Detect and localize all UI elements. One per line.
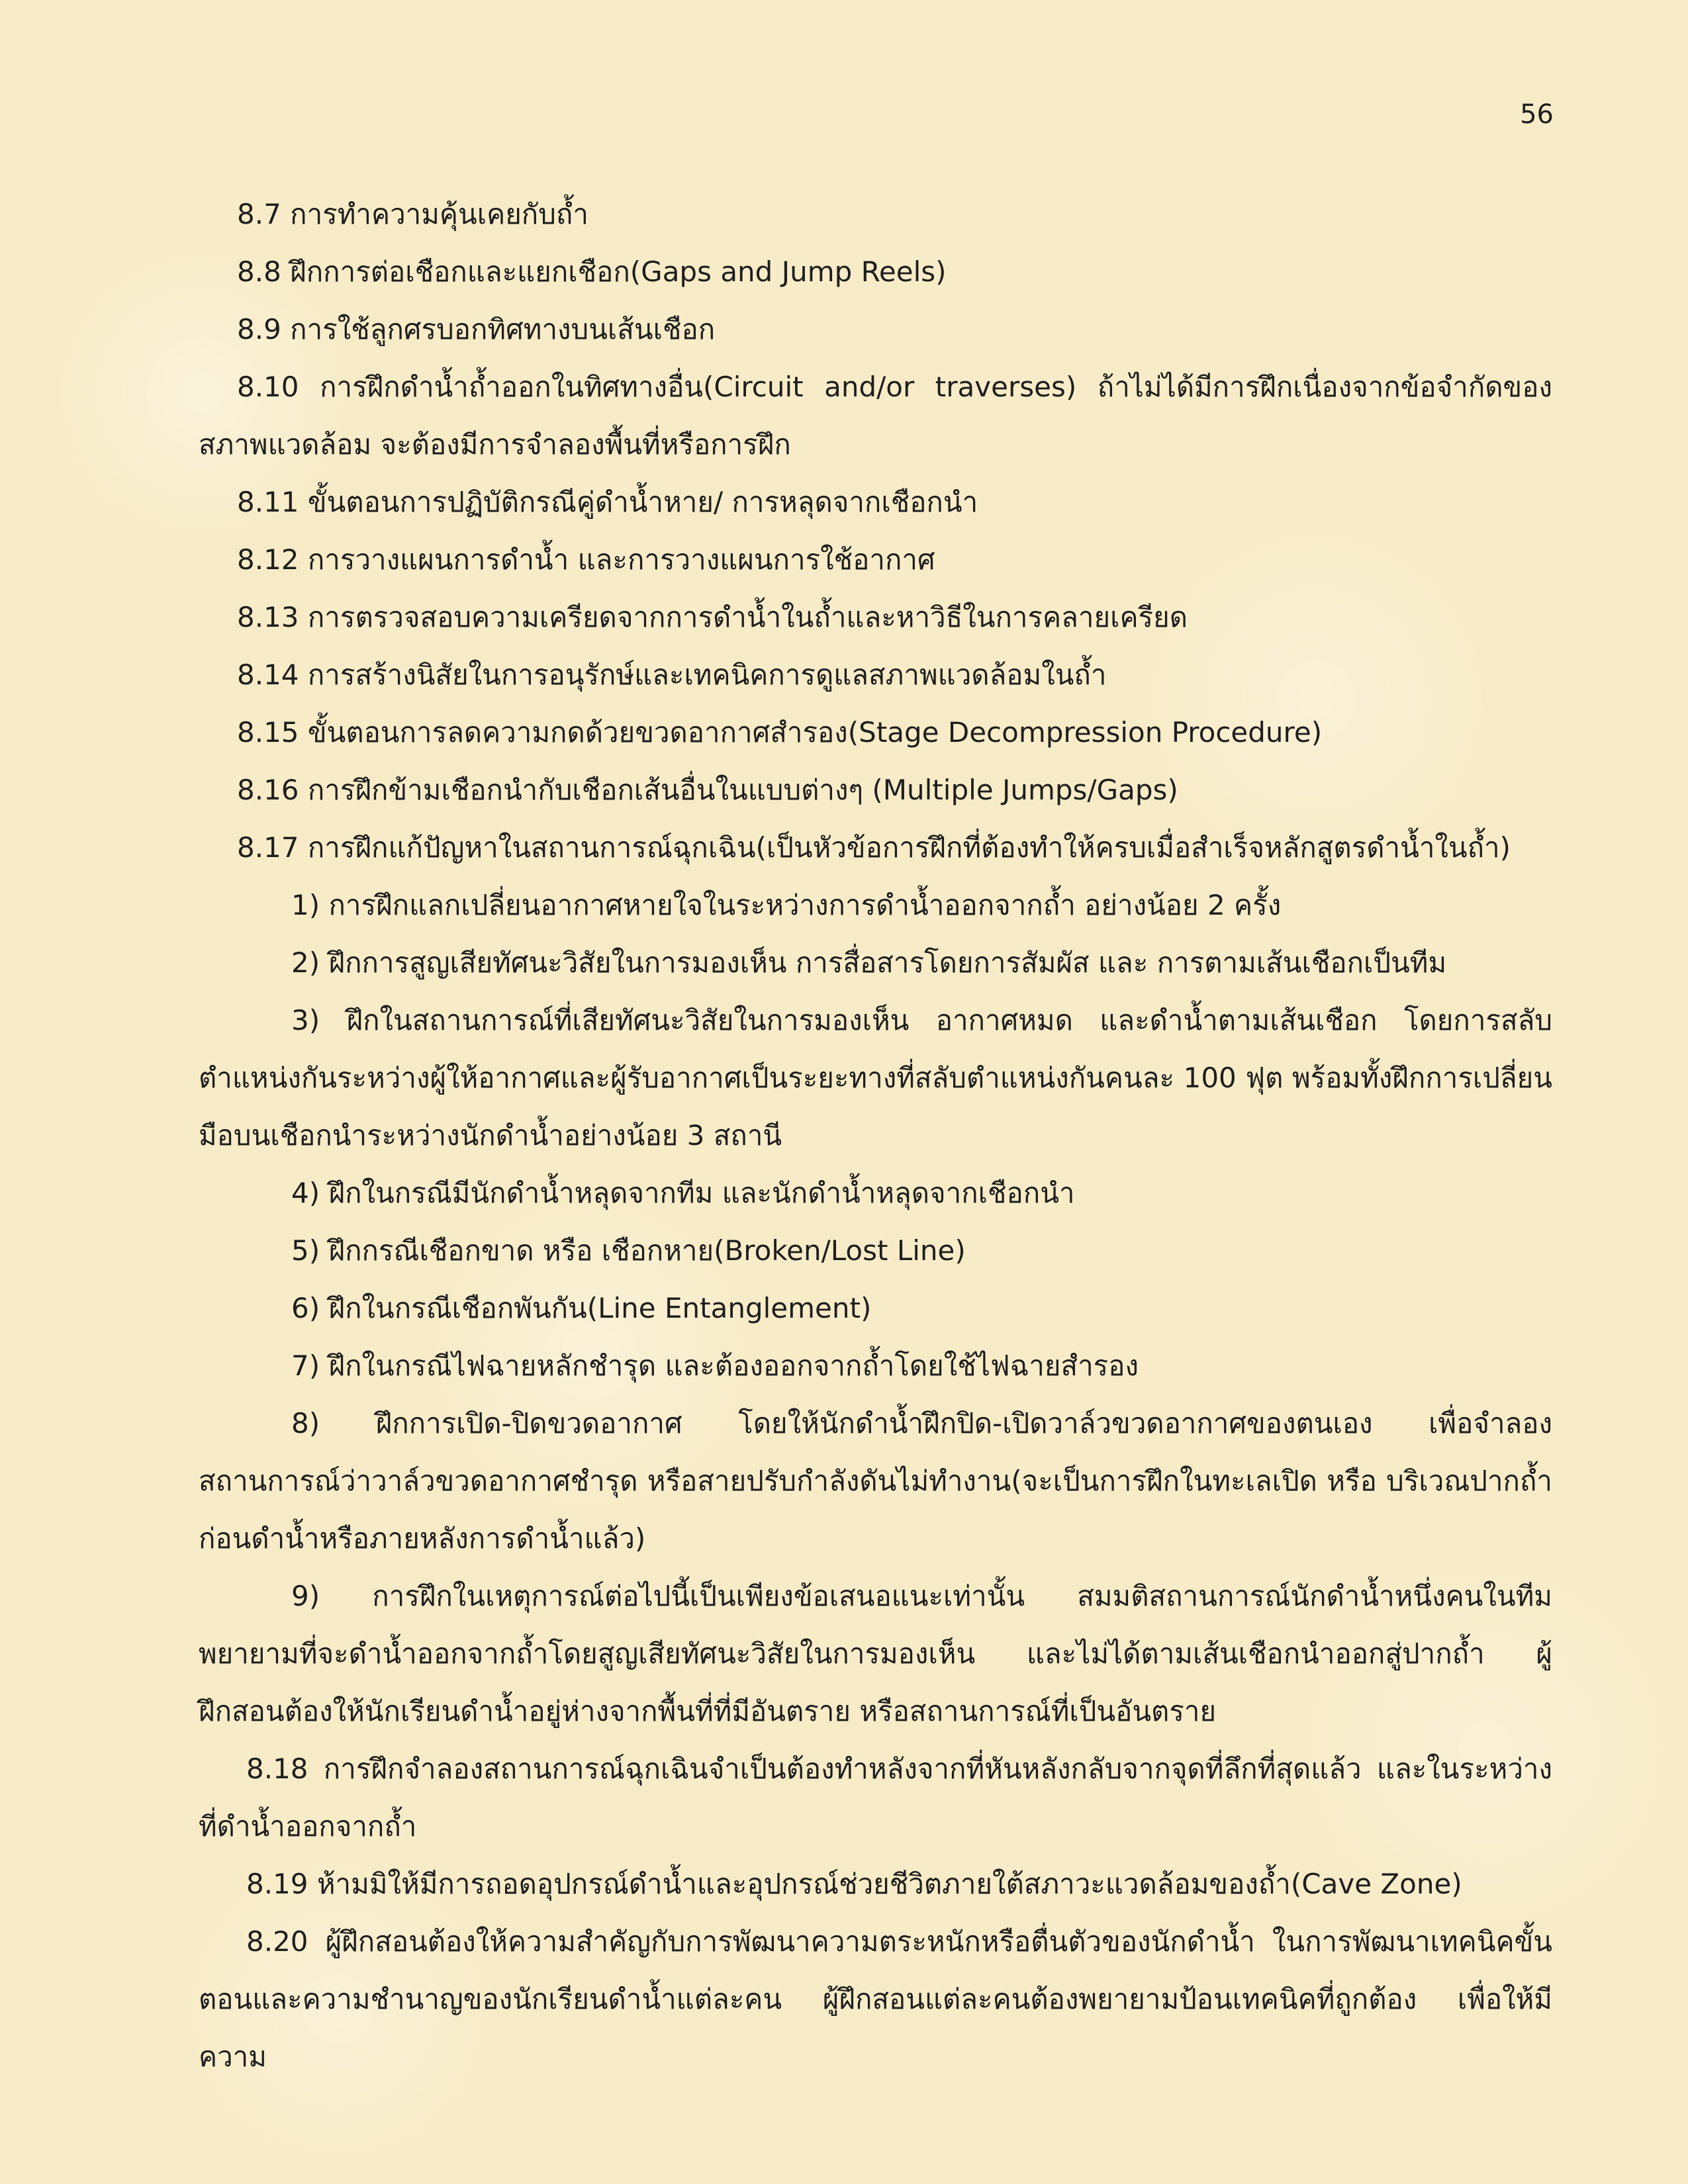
paragraph-8-8: 8.8 ฝึกการต่อเชือกและแยกเชือก(Gaps and Jump Reels) [237, 255, 947, 288]
page-number: 56 [1520, 99, 1554, 130]
document-body [199, 185, 1552, 2085]
list-item-2: 2) ฝึกการสูญเสียทัศนะวิสัยในการมองเห็น การสื่อสารโดยการสัมผัส และ การตามเส้นเชือกเป็นทีม [291, 946, 1447, 979]
list-item-5: 5) ฝึกกรณีเชือกขาด หรือ เชือกหาย(Broken/Lost Line) [291, 1234, 966, 1267]
paragraph-8-15: 8.15 ขั้นตอนการลดความกดด้วยขวดอากาศสำรอง(Stage Decompression Procedure) [237, 716, 1323, 749]
paragraph-8-20: 8.20 ผู้ฝึกสอนต้องให้ความสำคัญกับการพัฒนาความตระหนักหรือตื่นตัวของนักดำน้ำ ในการพัฒนาเทคนิคขั้นตอนและความชำนาญของนักเรียนดำน้ำแต่ละคน ผู้ฝึกสอนแต่ละคนต้องพยายามป้อนเทคนิคที่ถูกต้อง เพื่อให้มีความ [199, 1925, 1552, 2073]
paragraph-8-10: 8.10 การฝึกดำน้ำถ้ำออกในทิศทางอื่น(Circuit and/or traverses) ถ้าไม่ได้มีการฝึกเนื่องจากข้อจำกัดของสภาพแวดล้อม จะต้องมีการจำลองพื้นที่หรือการฝึก [199, 371, 1552, 461]
paragraph-8-14: 8.14 การสร้างนิสัยในการอนุรักษ์และเทคนิคการดูแลสภาพแวดล้อมในถ้ำ [237, 659, 1107, 691]
list-item-3: 3) ฝึกในสถานการณ์ที่เสียทัศนะวิสัยในการมองเห็น อากาศหมด และดำน้ำตามเส้นเชือก โดยการสลับตำแหน่งกันระหว่างผู้ให้อากาศและผู้รับอากาศเป็นระยะทางที่สลับตำแหน่งกันคนละ 100 ฟุต พร้อมทั้งฝึกการเปลี่ยนมือบนเชือกนำระหว่างนักดำน้ำอย่างน้อย 3 สถานี [199, 1004, 1552, 1152]
paragraph-8-9: 8.9 การใช้ลูกศรบอกทิศทางบนเส้นเชือก [237, 313, 716, 345]
list-item-6: 6) ฝึกในกรณีเชือกพันกัน(Line Entanglement) [291, 1292, 872, 1324]
list-item-9: 9) การฝึกในเหตุการณ์ต่อไปนี้เป็นเพียงข้อเสนอแนะเท่านั้น สมมติสถานการณ์นักดำน้ำหนึ่งคนในทีมพยายามที่จะดำน้ำออกจากถ้ำโดยสูญเสียทัศนะวิสัยในการมองเห็น และไม่ได้ตามเส้นเชือกนำออกสู่ปากถ้ำ ผู้ฝึกสอนต้องให้นักเรียนดำน้ำอยู่ห่างจากพื้นที่ที่มีอันตราย หรือสถานการณ์ที่เป็นอันตราย [199, 1580, 1552, 1727]
list-item-4: 4) ฝึกในกรณีมีนักดำน้ำหลุดจากทีม และนักดำน้ำหลุดจากเชือกนำ [291, 1177, 1075, 1209]
list-item-7: 7) ฝึกในกรณีไฟฉายหลักชำรุด และต้องออกจากถ้ำโดยใช้ไฟฉายสำรอง [291, 1349, 1139, 1382]
paragraph-8-12: 8.12 การวางแผนการดำน้ำ และการวางแผนการใช้อากาศ [237, 543, 935, 576]
paragraph-8-17: 8.17 การฝึกแก้ปัญหาในสถานการณ์ฉุกเฉิน(เป็นหัวข้อการฝึกที่ต้องทำให้ครบเมื่อสำเร็จหลักสูตรดำน้ำในถ้ำ) [237, 831, 1511, 864]
list-item-8: 8) ฝึกการเปิด-ปิดขวดอากาศ โดยให้นักดำน้ำฝึกปิด-เปิดวาล์วขวดอากาศของตนเอง เพื่อจำลองสถานการณ์ว่าวาล์วขวดอากาศชำรุด หรือสายปรับกำลังดันไม่ทำงาน(จะเป็นการฝึกในทะเลเปิด หรือ บริเวณปากถ้ำก่อนดำน้ำหรือภายหลังการดำน้ำแล้ว) [199, 1407, 1552, 1555]
paragraph-8-18: 8.18 การฝึกจำลองสถานการณ์ฉุกเฉินจำเป็นต้องทำหลังจากที่หันหลังกลับจากจุดที่ลึกที่สุดแล้ว และในระหว่างที่ดำน้ำออกจากถ้ำ [199, 1752, 1552, 1843]
paragraph-8-16: 8.16 การฝึกข้ามเชือกนำกับเชือกเส้นอื่นในแบบต่างๆ (Multiple Jumps/Gaps) [237, 774, 1178, 806]
paragraph-8-13: 8.13 การตรวจสอบความเครียดจากการดำน้ำในถ้ำและหาวิธีในการคลายเครียด [237, 601, 1188, 633]
list-item-1: 1) การฝึกแลกเปลี่ยนอากาศหายใจในระหว่างการดำน้ำออกจากถ้ำ อย่างน้อย 2 ครั้ง [291, 889, 1282, 921]
paragraph-8-19: 8.19 ห้ามมิให้มีการถอดอุปกรณ์ดำน้ำและอุปกรณ์ช่วยชีวิตภายใต้สภาวะแวดล้อมของถ้ำ(Cave Zone) [246, 1868, 1462, 1900]
paragraph-8-11: 8.11 ขั้นตอนการปฏิบัติกรณีคู่ดำน้ำหาย/ การหลุดจากเชือกนำ [237, 486, 978, 518]
paragraph-8-7: 8.7 การทำความคุ้นเคยกับถ้ำ [237, 198, 588, 230]
